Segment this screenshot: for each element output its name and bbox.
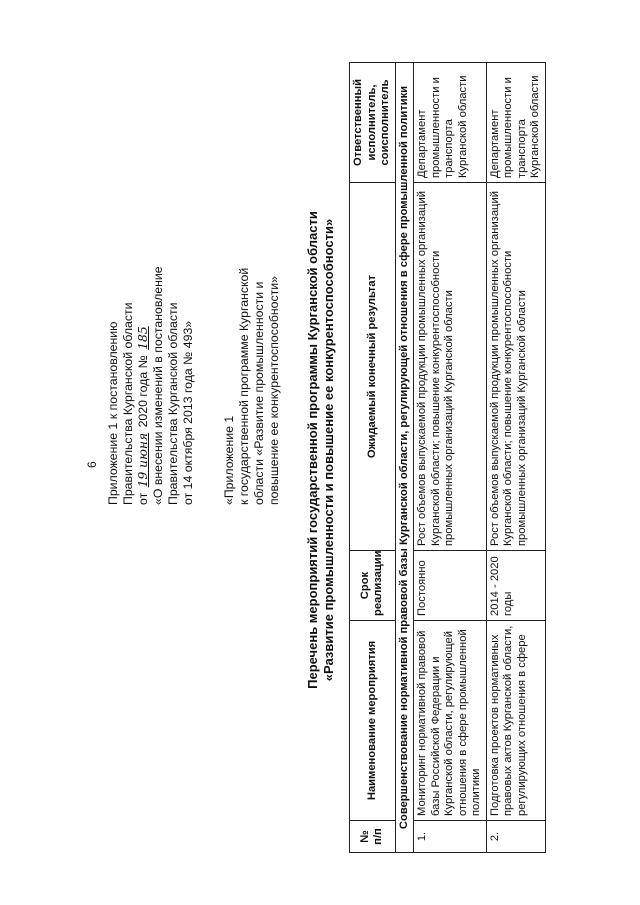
appendix-line: Правительства Курганской области: [166, 302, 180, 505]
header-name: Наименование мероприятия: [350, 621, 396, 821]
appendix-line: к государственной программе Курганской: [237, 267, 251, 505]
title-line: Перечень мероприятий государственной программы Курганской области: [305, 211, 320, 689]
appendix-line: Приложение 1 к постановлению: [106, 321, 120, 505]
appendix-line: «Приложение 1: [222, 415, 236, 505]
cell-executor: Департамент промышленности и транспорта Курганской области: [486, 63, 545, 183]
header-executor: Ответственный исполнитель, соисполнитель: [350, 63, 396, 183]
appendix-line: повышение ее конкурентоспособности»: [267, 276, 281, 505]
appendix-date-line: [136, 165, 151, 505]
cell-name: Мониторинг нормативной правовой базы Российской Федерации и Курганской области, регулирующей отношения в сфере промышленной политики: [414, 621, 487, 821]
appendix-line: от 14 октября 2013 года № 493»: [181, 320, 195, 505]
appendix-line: области «Развитие промышленности и: [252, 281, 266, 505]
table-row: [486, 63, 545, 853]
cell-term: Постоянно: [414, 551, 487, 621]
handwritten-date: 19 июня: [136, 432, 150, 488]
cell-term: 2014 - 2020 годы: [486, 551, 545, 621]
appendix-date-middle: 2020 года №: [136, 355, 150, 428]
section-title: Совершенствование нормативной правовой базы Курганской области, регулирующей отношения в сфере промышленной политики: [395, 63, 414, 853]
header-result: Ожидаемый конечный результат: [350, 183, 396, 551]
section-row: [395, 63, 414, 853]
measures-table: [349, 62, 546, 853]
document-title: [305, 145, 337, 755]
cell-num: 2.: [486, 821, 545, 853]
appendix-program: [222, 205, 282, 505]
page-number: 6: [85, 461, 99, 468]
appendix-line: Правительства Курганской области: [121, 302, 135, 505]
cell-num: 1.: [414, 821, 487, 853]
cell-executor: Департамент промышленности и транспорта Курганской области: [414, 63, 487, 183]
appendix-line: «О внесении изменений в постановление: [151, 266, 165, 505]
appendix-date-prefix: от: [136, 492, 150, 505]
appendix-header: [106, 165, 196, 505]
table-row: [414, 63, 487, 853]
header-num: № п/п: [350, 821, 396, 853]
cell-result: Рост объемов выпускаемой продукции промышленных организаций Курганской области; повышение конкурентоспособности промышленных организаций Курганской области: [414, 183, 487, 551]
title-line: «Развитие промышленности и повышение ее конкурентоспособности»: [321, 218, 336, 682]
table-header-row: [350, 63, 396, 853]
cell-result: Рост объемов выпускаемой продукции промышленных организаций Курганской области; повышение конкурентоспособности промышленных организаций Курганской области: [486, 183, 545, 551]
handwritten-number: 185: [136, 326, 150, 350]
header-term: Срок реализации: [350, 551, 396, 621]
cell-name: Подготовка проектов нормативных правовых актов Курганской области, регулирующих отношения в сфере: [486, 621, 545, 821]
